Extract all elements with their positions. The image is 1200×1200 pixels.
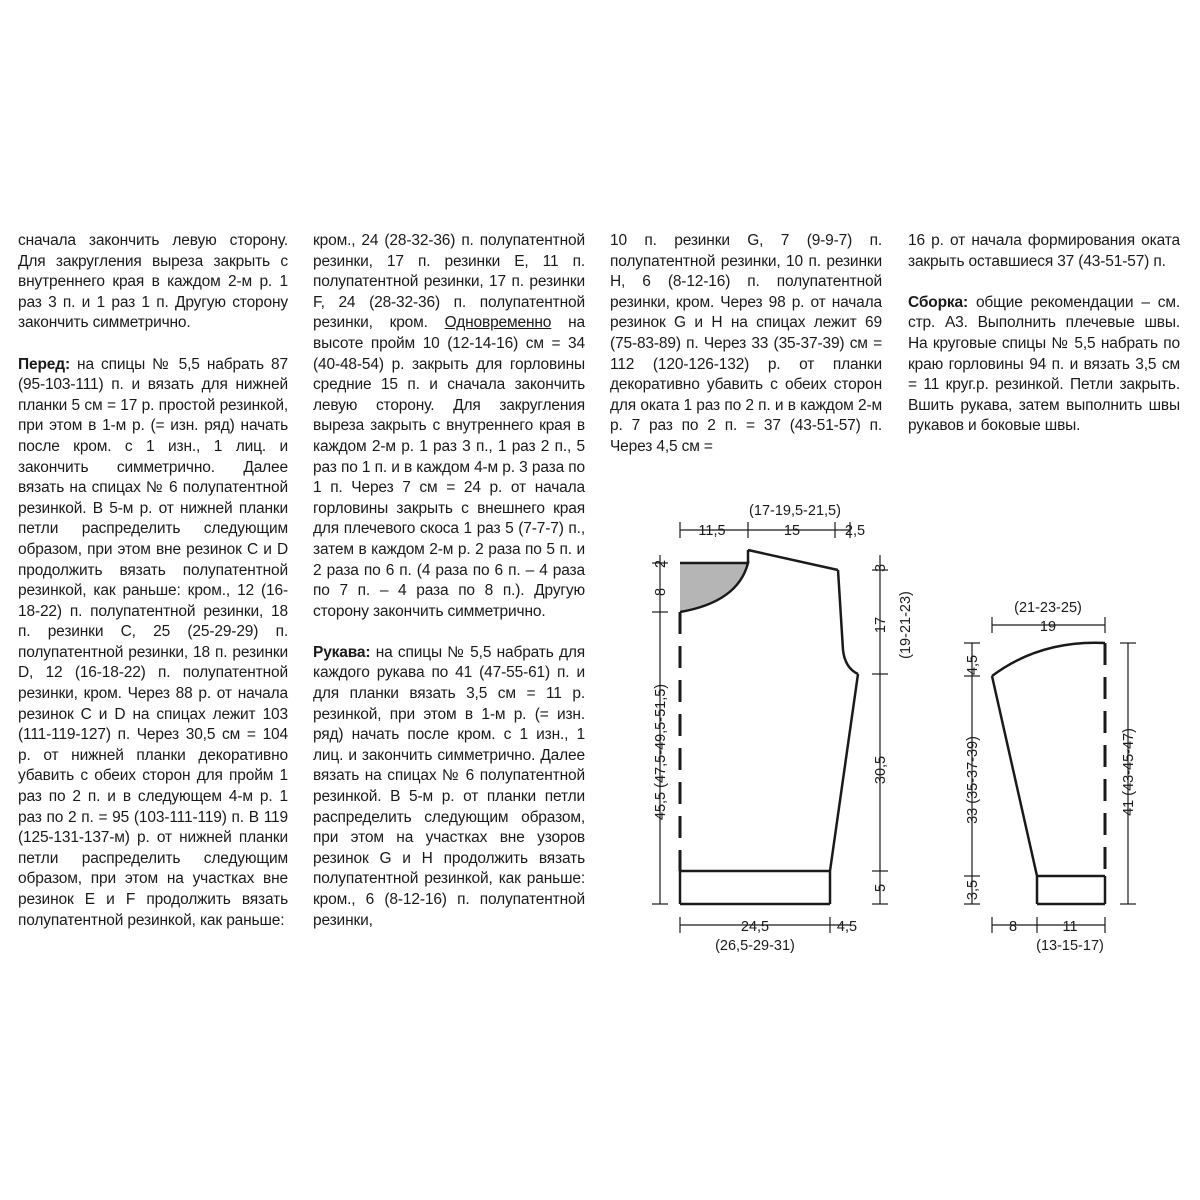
sleeve-bottom-main: 11 xyxy=(1062,919,1078,935)
sleeve-text: на спицы № 5,5 набрать для каждого рукава по 41 (47-55-61) п. и для планки вязать 3,5 см = 11 р. резинкой, при этом в 1-м р. (= изн. ряд) начать после кром. с 1 изн., 1 лиц. и закончить симметрично. Далее вязать на спицах № 6 полупатентной резинкой. В 5-м р. от планки петли распределить следующим образом, при этом на участках вне узоров резинок G и H продолжить вязать полупатентной резинкой, как раньше: кром., 6 (8-12-16) п. полупатентной резинки, xyxy=(313,643,585,929)
front-continued-rest: на высоте пройм 10 (12-14-16) см = 34 (40-48-54) р. закрыть для горловины средние 15 п. и сначала закончить левую сторону. Для закругления выреза закрыть с внутреннего края в каждом 2-м р. 1 раз 3 п., 1 раз 2 п., 5 раз по 1 п. и в каждом 4-м р. 3 раза по 1 п. Через 7 см = 24 р. от начала горловины закрыть с внешнего края для плечевого скоса 1 раз 5 (7-7-7) п., затем в каждом 2-м р. 2 раза по 5 п. и 2 раза по 6 п. (4 раза по 6 п. – 4 раза по 7 п. – 4 раза по 8 п.). Другую сторону закончить симметрично. xyxy=(313,314,585,620)
front-continued-text: кром., 24 (28-32-36) п. полупатентной резинки, 17 п. резинки E, 11 п. полупатентной резинки, 17 п. резинки F, 24 (28-32-36) п. полупатентной резинки, кром. xyxy=(313,232,585,332)
front-left-top: 2 xyxy=(653,559,669,569)
front-schema xyxy=(652,522,888,933)
front-bottom-sizes: (26,5-29-31) xyxy=(715,938,795,954)
front-bottom-right: 4,5 xyxy=(836,919,858,935)
front-bottom-main: 24,5 xyxy=(740,919,770,935)
front-top-right: 2,5 xyxy=(844,523,866,539)
sleeve-schema-labels xyxy=(965,600,1137,954)
sleeve-cap-curve xyxy=(992,643,1105,676)
sleeve-left-length: 33 (35-37-39) xyxy=(965,736,981,824)
front-right-band: 5 xyxy=(873,883,889,893)
sleeve-top-sizes: (21-23-25) xyxy=(1014,600,1082,616)
front-top-left: 11,5 xyxy=(698,523,726,539)
front-top-sizes: (17-19,5-21,5) xyxy=(749,503,841,519)
front-left-neck: 8 xyxy=(653,587,669,597)
sleeve-left-band: 3,5 xyxy=(965,879,981,901)
sleeve-right-total: 41 (43-45-47) xyxy=(1121,728,1137,816)
sleeve-top-main: 19 xyxy=(1039,619,1057,635)
assembly-text: общие рекомендации – см. стр. А3. Выполнить плечевые швы. На круговые спицы № 5,5 набрать по краю горловины 94 п. и вязать 3,5 см = 11 круг.р. резинкой. Петли закрыть. Вшить рукава, затем выполнить швы рукавов и боковые швы. xyxy=(908,293,1180,435)
neckline-shaded xyxy=(680,563,748,612)
front-left-total: 45,5 (47,5-49,5-51,5) xyxy=(653,683,669,821)
sleeve-bottom-sizes: (13-15-17) xyxy=(1036,938,1104,954)
sleeve-bottom-left: 8 xyxy=(1008,919,1018,935)
paragraph-left-side-finish: сначала закончить левую сторону. Для закругления выреза закрыть с внутреннего края в каждом 2-м р. 1 раз 3 п. и 1 раз 1 п. Другую сторону закончить симметрично. xyxy=(18,232,288,332)
sleeve-heading: Рукава: xyxy=(313,643,371,661)
paragraph-sleeve-continued: 10 п. резинки G, 7 (9-9-7) п. полупатентной резинки, 10 п. резинки H, 6 (8-12-16) п. полупатентной резинки, кром. Через 98 р. от начала резинок G и H на спицах лежит 69 (75-83-89) п. Через 33 (35-37-39) см = 112 (120-126-132) р. от планки декоративно убавить с обеих сторон для оката 1 раз по 2 п. и в каждом 2-м р. 7 раз по 2 п. = 37 (43-51-57) п. Через 4,5 см = xyxy=(610,232,882,455)
front-right-side: 30,5 xyxy=(873,755,889,785)
sleeve-schema xyxy=(964,617,1136,933)
paragraph-sleeve-cap: 16 р. от начала формирования оката закрыть оставшиеся 37 (43-51-57) п. xyxy=(908,232,1180,270)
front-right-armhole-sizes: (19-21-23) xyxy=(898,591,914,659)
assembly-heading: Сборка: xyxy=(908,293,968,311)
front-text: на спицы № 5,5 набрать 87 (95-103-111) п. и вязать для нижней планки 5 см = 17 р. простой резинкой, при этом в 1-м р. (= изн. ряд) начать после кром. с 1 изн., 1 лиц. и закончить симметрично. Далее вязать на спицах № 6 полупатентной резинкой. В 5-м р. от нижней планки петли распределить следующим образом, при этом вне резинок C и D продолжить вязать полупатентной резинкой, как раньше: кром., 12 (16-18-22) п. полупатентной резинки, 18 п. резинки C, 25 (25-29-29) п. полупатентной резинки, 18 п. резинки D, 12 (16-18-22) п. полупатентной резинки, кром. Через 88 р. от начала резинок C и D на спицах лежит 103 (111-119-127) п. Через 30,5 см = 104 р. от нижней планки декоративно убавить с обеих сторон для пройм 1 раз по 2 п. и в следующем 4-м р. 1 раз по 2 п. = 95 (103-111-119) п. В 119 (125-131-137-м) р. от нижней планки петли распределить следующим образом, при этом на участках вне резинок E и F продолжить вязать полупатентной резинкой, как раньше: xyxy=(18,355,288,929)
front-right-armhole: 17 xyxy=(873,616,889,634)
simultaneously-underlined: Одновременно xyxy=(444,314,552,332)
front-heading: Перед: xyxy=(18,355,70,373)
front-right-shoulder: 3 xyxy=(873,563,889,573)
sleeve-left-cap: 4,5 xyxy=(965,654,981,676)
front-top-mid: 15 xyxy=(783,523,801,539)
